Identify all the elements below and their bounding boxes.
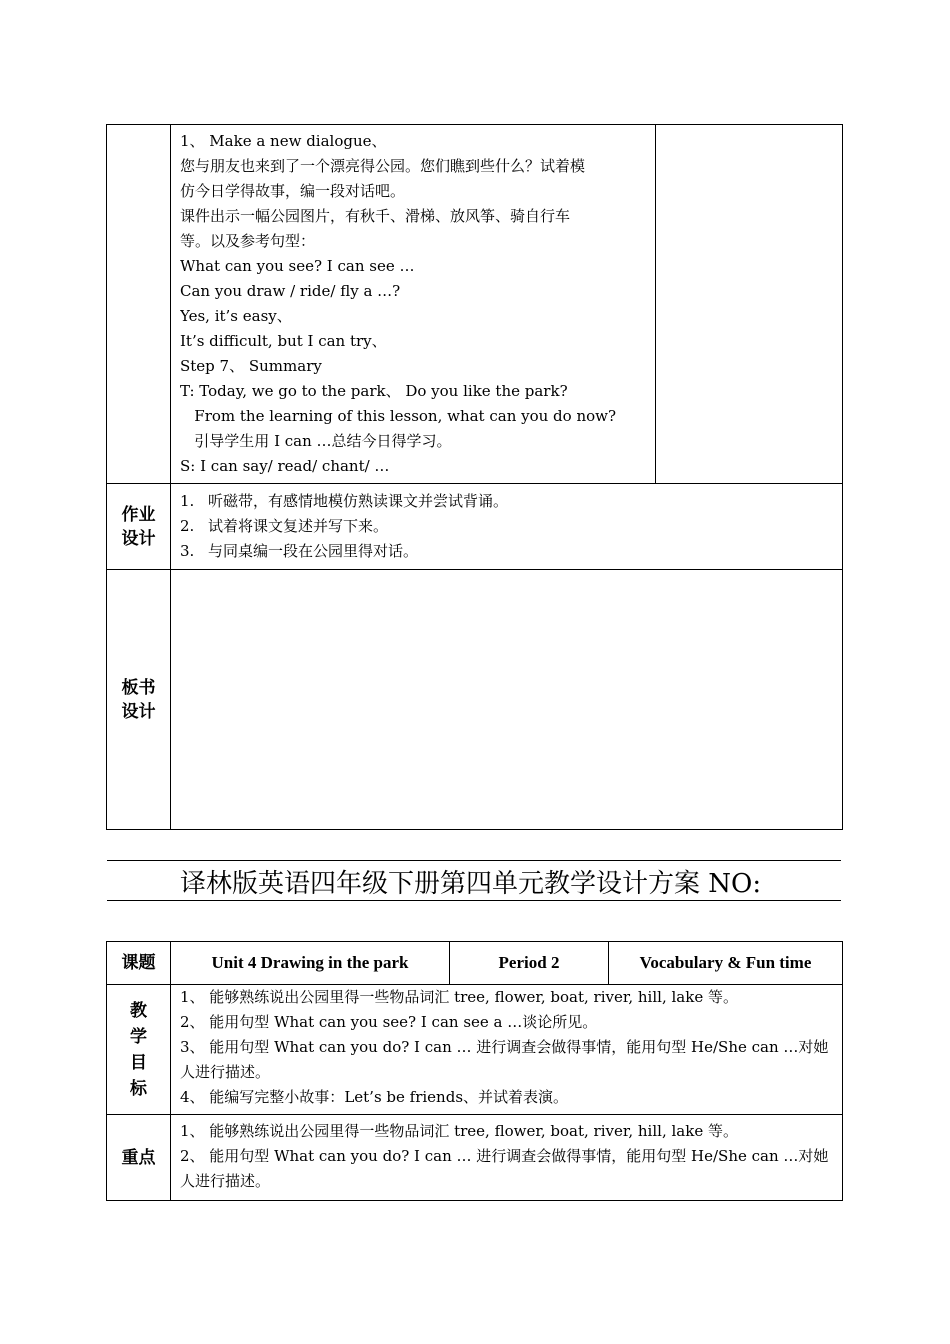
lesson-line: 您与朋友也来到了一个漂亮得公园。您们瞧到些什么？试着模 (180, 157, 586, 175)
key-points-row (107, 1115, 843, 1201)
lesson-line: T: Today, we go to the park、 Do you like the park? (180, 382, 568, 400)
lesson-line: 课件出示一幅公园图片，有秋千、滑梯、放风筝、骑自行车 (180, 207, 571, 225)
upper-lesson-table (106, 124, 843, 830)
objective-line: 4、 能编写完整小故事：Let’s be friends、并试着表演。 (180, 1088, 569, 1106)
lesson-line: 等。以及参考句型： (180, 232, 316, 250)
board-design-cell (171, 570, 843, 830)
homework-cell (171, 484, 843, 570)
homework-item-number: 1. (180, 492, 195, 510)
lesson-line: Yes, it’s easy、 (180, 307, 292, 325)
homework-label-line-2: 设计 (121, 528, 156, 549)
homework-item-text: 与同桌编一段在公园里得对话。 (208, 542, 419, 560)
homework-item-number: 2. (180, 517, 195, 535)
period-label: Period 2 (450, 942, 609, 985)
lesson-line: S: I can say/ read/ chant/ … (180, 457, 390, 475)
homework-item-text: 试着将课文复述并写下来。 (208, 517, 389, 535)
objectives-label-char: 标 (130, 1078, 147, 1099)
board-design-label (107, 570, 171, 830)
key-points-label: 重点 (107, 1115, 171, 1201)
key-point-line: 2、 能用句型 What can you do? I can … 进行调查会做得事情，能用句型 He/She can …对她 (180, 1147, 829, 1165)
lesson-line: From the learning of this lesson, what can you do now? (180, 407, 617, 425)
homework-item-text: 听磁带，有感情地模仿熟读课文并尝试背诵。 (208, 492, 509, 510)
lesson-steps-cell (171, 125, 656, 484)
key-point-line: 人进行描述。 (180, 1172, 271, 1190)
homework-label (107, 484, 171, 570)
key-points-cell (171, 1115, 843, 1201)
objective-line: 人进行描述。 (180, 1063, 271, 1081)
lesson-line: Can you draw / ride/ fly a …? (180, 282, 401, 300)
key-point-line: 1、 能够熟练说出公园里得一些物品词汇 tree, flower, boat, river, hill, lake 等。 (180, 1122, 738, 1140)
title-top-rule (107, 860, 841, 861)
lesson-line: 仿今日学得故事，编一段对话吧。 (180, 182, 406, 200)
lesson-line: What can you see? I can see … (180, 257, 415, 275)
notes-cell (656, 125, 843, 484)
homework-item (180, 489, 834, 514)
objectives-label-char: 学 (130, 1026, 147, 1047)
title-bottom-rule (107, 900, 841, 901)
lesson-line: 1、 Make a new dialogue、 (180, 132, 387, 150)
lesson-line: Step 7、 Summary (180, 357, 322, 375)
lesson-line: 引导学生用 I can …总结今日得学习。 (180, 432, 452, 450)
objectives-label (107, 985, 171, 1115)
objective-line: 2、 能用句型 What can you see? I can see a …谈论所见。 (180, 1013, 598, 1031)
objectives-label-char: 教 (130, 1000, 147, 1021)
homework-item-number: 3. (180, 542, 195, 560)
homework-row (107, 484, 843, 570)
page-title: 译林版英语四年级下册第四单元教学设计方案 NO: (180, 869, 762, 899)
homework-label-line-1: 作业 (121, 504, 156, 525)
lesson-steps-label-cell (107, 125, 171, 484)
topic-label: 课题 (107, 942, 171, 985)
objectives-row (107, 985, 843, 1115)
objectives-label-char: 目 (130, 1052, 147, 1073)
objective-line: 3、 能用句型 What can you do? I can … 进行调查会做得事情，能用句型 He/She can …对她 (180, 1038, 829, 1056)
board-label-line-1: 板书 (121, 677, 156, 698)
lesson-plan-table (106, 941, 843, 1201)
objectives-cell (171, 985, 843, 1115)
lesson-line: It’s difficult, but I can try、 (180, 332, 387, 350)
board-design-row (107, 570, 843, 830)
lesson-topic: Vocabulary & Fun time (609, 942, 843, 985)
unit-title: Unit 4 Drawing in the park (171, 942, 450, 985)
homework-item (180, 514, 834, 539)
board-label-line-2: 设计 (121, 701, 156, 722)
objective-line: 1、 能够熟练说出公园里得一些物品词汇 tree, flower, boat, river, hill, lake 等。 (180, 988, 738, 1006)
homework-item (180, 539, 834, 564)
header-row (107, 942, 843, 985)
lesson-steps-row (107, 125, 843, 484)
